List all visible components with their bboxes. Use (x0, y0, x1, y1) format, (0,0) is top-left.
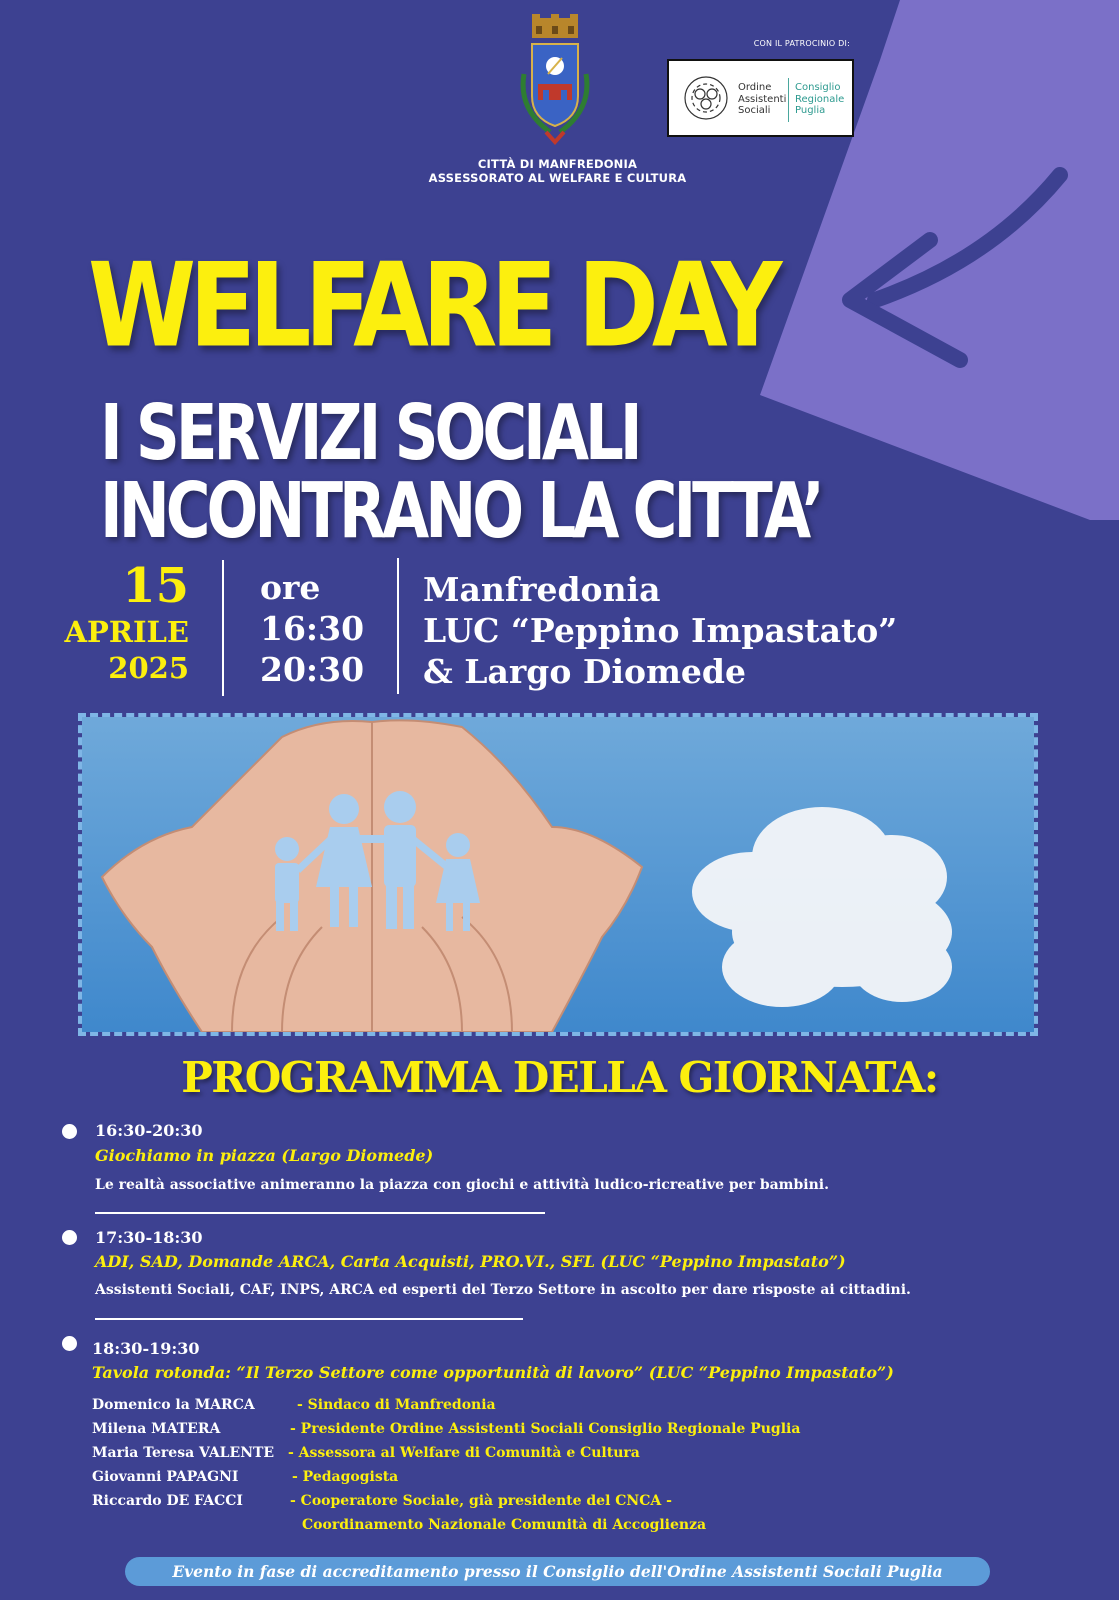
speaker-name: Riccardo DE FACCI (92, 1493, 243, 1509)
speaker-name: Giovanni PAPAGNI (92, 1469, 239, 1485)
time-end: 20:30 (260, 650, 365, 689)
partner-name-line: Assistenti (738, 93, 787, 105)
time-label: ore (260, 568, 321, 607)
event-month: APRILE (64, 615, 189, 649)
partner-name (738, 82, 786, 117)
program-item-time: 16:30-20:30 (95, 1121, 203, 1140)
subtitle-line-2: INCONTRANO LA CITTA’ (100, 466, 821, 556)
event-year: 2025 (108, 651, 189, 685)
subtitle-line-1: I SERVIZI SOCIALI (100, 388, 639, 478)
program-item-time: 18:30-19:30 (92, 1339, 200, 1358)
program-item-time: 17:30-18:30 (95, 1228, 203, 1247)
program-item-description: Assistenti Sociali, CAF, INPS, ARCA ed esperti del Terzo Settore in ascolto per dare risposte ai cittadini. (95, 1282, 911, 1298)
patronage-label: CON IL PATROCINIO DI: (753, 39, 850, 48)
speaker-role: - Sindaco di Manfredonia (297, 1397, 496, 1413)
partner-symbol-icon (683, 75, 729, 121)
partner-name-line: Ordine (738, 82, 772, 93)
city-name-line: CITTÀ DI MANFREDONIA (477, 157, 638, 171)
speaker-role: - Assessora al Welfare di Comunità e Cultura (288, 1445, 640, 1461)
city-crest-logo (510, 14, 600, 146)
program-item-description: Le realtà associative animeranno la piazza con giochi e attività ludico-ricreative per bambini. (95, 1177, 829, 1193)
bullet-icon (62, 1336, 77, 1351)
program-title: PROGRAMMA DELLA GIORNATA: (181, 1053, 938, 1102)
department-name-line: ASSESSORATO AL WELFARE E CULTURA (428, 171, 687, 185)
partner-region-line: Regionale (795, 93, 845, 105)
event-day: 15 (122, 558, 189, 614)
place-city: Manfredonia (423, 570, 661, 609)
hands-family-photo (78, 713, 1038, 1036)
program-item-title: Giochiamo in piazza (Largo Diomede) (95, 1146, 434, 1165)
bullet-icon (62, 1230, 77, 1245)
speaker-role: Coordinamento Nazionale Comunità di Accoglienza (302, 1517, 707, 1533)
program-item-title: ADI, SAD, Domande ARCA, Carta Acquisti, PRO.VI., SFL (LUC “Peppino Impastato”) (95, 1252, 846, 1271)
city-department-name (380, 157, 735, 185)
bullet-icon (62, 1124, 77, 1139)
separator-line (95, 1212, 545, 1214)
divider-line (222, 560, 224, 696)
photo-illustration (82, 717, 1034, 1032)
place-venue: & Largo Diomede (423, 652, 746, 691)
speaker-name: Maria Teresa VALENTE (92, 1445, 275, 1461)
speaker-role: - Presidente Ordine Assistenti Sociali Consiglio Regionale Puglia (290, 1421, 801, 1437)
program-item-title: Tavola rotonda: “Il Terzo Settore come opportunità di lavoro” (LUC “Peppino Impastato”) (92, 1363, 894, 1382)
partner-name-line: Sociali (738, 105, 771, 116)
partner-region (795, 82, 844, 117)
separator-line (95, 1318, 523, 1320)
main-title: WELFARE DAY (88, 239, 776, 374)
speaker-role: - Pedagogista (292, 1469, 399, 1485)
speaker-name: Milena MATERA (92, 1421, 221, 1437)
partner-region-line: Consiglio (795, 82, 841, 93)
place-venue: LUC “Peppino Impastato” (423, 611, 898, 650)
speaker-name: Domenico la MARCA (92, 1397, 255, 1413)
speaker-role: - Cooperatore Sociale, già presidente del CNCA - (290, 1493, 672, 1509)
divider-line (397, 558, 399, 694)
accreditation-banner: Evento in fase di accreditamento presso il Consiglio dell'Ordine Assistenti Sociali Puglia (125, 1557, 990, 1586)
time-start: 16:30 (260, 609, 365, 648)
partner-logo (667, 59, 854, 137)
partner-region-line: Puglia (795, 105, 826, 116)
partner-divider (788, 78, 789, 122)
